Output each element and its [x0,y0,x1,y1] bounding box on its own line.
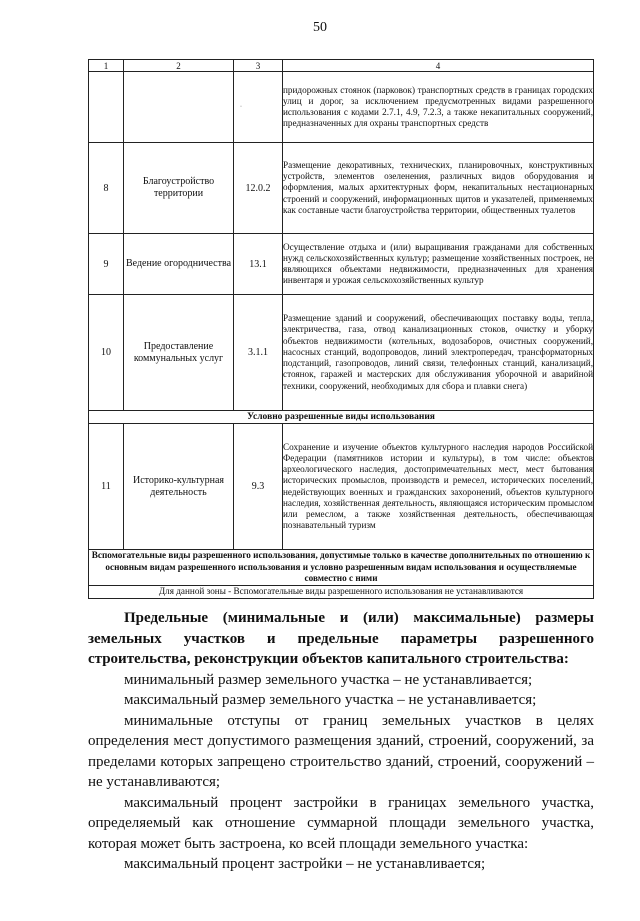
use-description: Размещение зданий и сооружений, обеспечивающих поставку воды, тепла, электричества, газа, отвод канализационных стоков, очистку и уборку объектов недвижимости (котельных, водозаборов, очистных сооружений, насосных станций, водопроводов, линий электропередач, трансформаторных подстанций, газопроводов, линий связи, телефонных станций, канализаций, стоянок, гаражей и мастерских для обслуживания уборочной и аварийной техники, сооружений, необходимых для сбора и плавки снега) [283,295,594,411]
use-code: 9.3 [234,424,283,550]
header-cell: 1 [89,60,124,72]
use-code: 3.1.1 [234,295,283,411]
use-description: Размещение декоративных, технических, планировочных, конструктивных устройств, элементов озеленения, различных видов оборудования и оформления, малых архитектурных форм, некапитальных нестационарных строений и сооружений, информационных щитов и указателей, применяемых как составные части благоустройства территории, общественных туалетов [283,143,594,234]
use-description: Осуществление отдыха и (или) выращивания гражданами для собственных нужд сельскохозяйственных культур; размещение хозяйственных построек, не являющихся объектами недвижимости, предназначенных для хранения инвентаря и урожая сельскохозяйственных культур [283,234,594,295]
row-number: 10 [89,295,124,411]
table-row [89,424,594,550]
parameters-heading: Предельные (минимальные и (или) максимальные) размеры земельных участков и предельные параметры разрешенного строительства, реконструкции объектов капитального строительства: [88,610,594,667]
permitted-use-table [88,59,594,599]
use-code: 13.1 [234,234,283,295]
zone-parameters-text [88,608,594,875]
page-number: 50 [313,20,327,35]
use-code: 12.0.2 [234,143,283,234]
use-name: Благоустройство территории [124,143,234,234]
auxiliary-note: Для данной зоны - Вспомогательные виды разрешенного использования не устанавливаются [89,585,594,598]
paragraph: максимальный размер земельного участка – не устанавливается; [124,692,537,708]
paragraph: минимальные отступы от границ земельных участков в целях определения мест допустимого размещения зданий, строений, сооружений, за пределами которых запрещено строительство зданий, строений, сооружений – не устанавливаются; [88,712,594,790]
use-description: придорожных стоянок (парковок) транспортных средств в границах городских улиц и дорог, за исключением предусмотренных видами разрешенного использования с кодами 2.7.1, 4.9, 7.2.3, а также некапитальных сооружений, предназначенных для охраны транспортных средств [283,72,594,143]
section-title-conditional: Условно разрешенные виды использования [89,411,594,424]
paragraph: максимальный процент застройки – не устанавливается; [124,856,486,872]
paragraph: максимальный процент застройки в границах земельного участка, определяемый как отношение суммарной площади земельного участка, которая может быть застроена, ко всей площади земельного участка: [88,794,594,852]
section-row-auxiliary-note [89,585,594,598]
table-row [89,143,594,234]
row-number: 9 [89,234,124,295]
row-number: 8 [89,143,124,234]
paragraph: минимальный размер земельного участка – не устанавливается; [124,671,533,688]
header-cell: 4 [283,60,594,72]
table-row [89,295,594,411]
section-row-auxiliary [89,550,594,586]
use-code: · [234,72,283,143]
use-name: Историко-культурная деятельность [124,424,234,550]
use-name [124,72,234,143]
header-cell: 3 [234,60,283,72]
row-number: 11 [89,424,124,550]
table-row-continuation [89,72,594,143]
table-row [89,234,594,295]
table-header-row [89,60,594,72]
use-name: Ведение огородничества [124,234,234,295]
use-name: Предоставление коммунальных услуг [124,295,234,411]
use-description: Сохранение и изучение объектов культурного наследия народов Российской Федерации (памятников истории и культуры), в том числе: объектов археологического наследия, достопримечательных мест, мест бытования исторических промыслов, производств и ремесел, исторических поселений, недействующих военных и гражданских захоронений, объектов культурного наследия, хозяйственная деятельность, являющаяся историческим промыслом или ремеслом, а также хозяйственная деятельность, обеспечивающая познавательный туризм [283,424,594,550]
row-number [89,72,124,143]
section-row-conditional [89,411,594,424]
section-title-auxiliary: Вспомогательные виды разрешенного использования, допустимые только в качестве дополнительных по отношению к основным видам разрешенного использования и условно разрешенным видам использования и осуществляемые совместно с ними [89,550,594,586]
header-cell: 2 [124,60,234,72]
